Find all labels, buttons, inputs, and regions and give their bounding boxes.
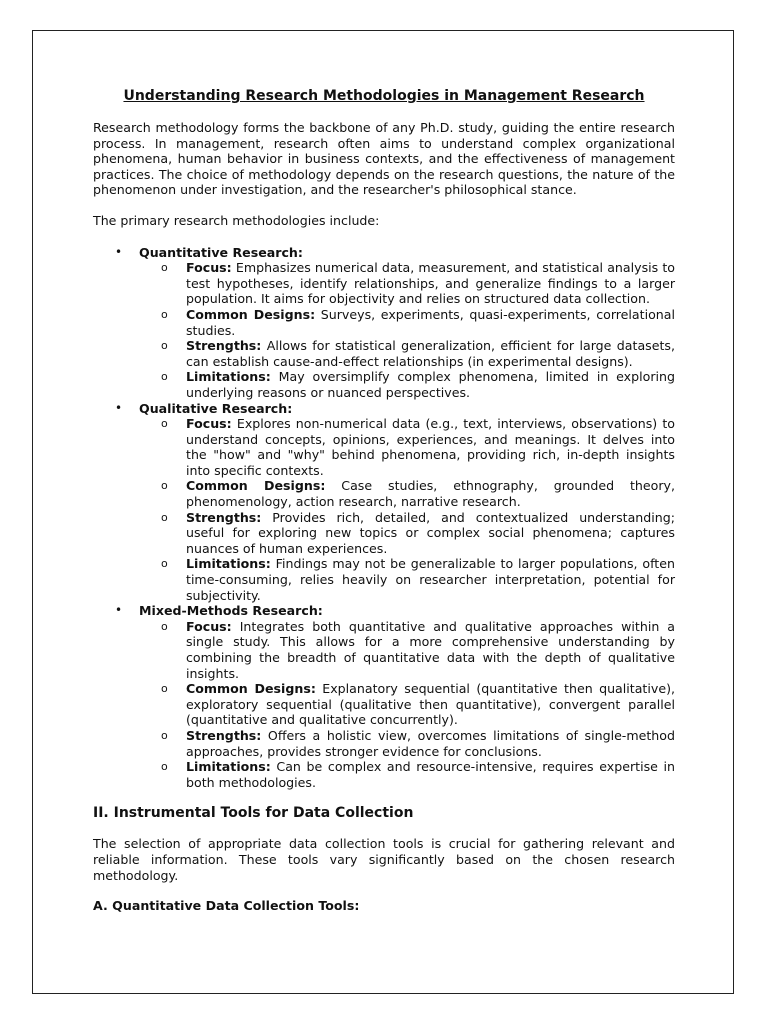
methodology-item — [93, 401, 675, 604]
sub-bullet-icon: o — [161, 619, 168, 633]
methodology-item — [93, 603, 675, 790]
sub-bullet-icon: o — [161, 557, 168, 571]
sub-bullet-icon: o — [161, 261, 168, 275]
detail-label: Strengths: — [186, 338, 262, 354]
methodology-list — [93, 245, 675, 791]
methodology-item — [93, 245, 675, 401]
detail-label: Common Designs: — [186, 306, 316, 322]
methodology-details — [139, 619, 675, 791]
detail-item — [139, 478, 675, 509]
detail-text: Integrates both quantitative and qualitative approaches within a single study. This allows for a more comprehensive understanding by combining the breadth of quantitative data with the depth of qualitative insights. — [186, 618, 675, 681]
sub-bullet-icon: o — [161, 479, 168, 493]
detail-item — [139, 681, 675, 728]
detail-item — [139, 510, 675, 557]
detail-text: Surveys, experiments, quasi-experiments, correlational studies. — [186, 306, 675, 338]
detail-label: Focus: — [186, 416, 232, 432]
bullet-icon: • — [115, 400, 123, 415]
detail-item — [139, 307, 675, 338]
sub-bullet-icon: o — [161, 682, 168, 696]
sub-bullet-icon: o — [161, 307, 168, 321]
sub-bullet-icon: o — [161, 417, 168, 431]
detail-label: Common Designs: — [186, 478, 326, 494]
methodology-details — [139, 416, 675, 603]
methodology-details — [139, 260, 675, 400]
detail-item — [139, 338, 675, 369]
document-body — [93, 86, 675, 914]
methodology-name: Mixed-Methods Research: — [139, 603, 323, 619]
sub-bullet-icon: o — [161, 339, 168, 353]
methodology-name: Quantitative Research: — [139, 244, 303, 260]
sub-bullet-icon: o — [161, 370, 168, 384]
detail-item — [139, 619, 675, 681]
subsection-heading: A. Quantitative Data Collection Tools: — [93, 898, 360, 914]
detail-text: Emphasizes numerical data, measurement, and statistical analysis to test hypotheses, identify relationships, and generalize findings to a larger population. It aims for objectivity and relies on structured data collection. — [186, 260, 675, 307]
detail-text: Offers a holistic view, overcomes limitations of single-method approaches, provides stronger evidence for conclusions. — [186, 727, 675, 759]
document-title: Understanding Research Methodologies in Management Research — [123, 88, 645, 104]
detail-label: Strengths: — [186, 727, 262, 743]
detail-label: Focus: — [186, 260, 232, 276]
detail-label: Strengths: — [186, 509, 262, 525]
detail-text: Findings may not be generalizable to larger populations, often time-consuming, relies heavily on researcher interpretation, potential for subjectivity. — [186, 556, 675, 603]
detail-text: Provides rich, detailed, and contextualized understanding; useful for exploring new topics or complex social phenomena; captures nuances of human experiences. — [186, 509, 675, 556]
detail-label: Common Designs: — [186, 681, 316, 697]
bullet-icon: • — [115, 603, 123, 618]
bullet-icon: • — [115, 244, 123, 259]
detail-item — [139, 416, 675, 478]
detail-item — [139, 556, 675, 603]
detail-text: Allows for statistical generalization, efficient for large datasets, can establish cause-and-effect relationships (in experimental designs). — [186, 338, 675, 369]
section-heading: II. Instrumental Tools for Data Collection — [93, 805, 414, 822]
sub-bullet-icon: o — [161, 760, 168, 774]
intro-paragraph: Research methodology forms the backbone of any Ph.D. study, guiding the entire research process. In management, research often aims to understand complex organizational phenomena, human behavior in business contexts, and the effectiveness of management practices. The choice of methodology depends on the research questions, the nature of the phenomenon under investigation, and the researcher's philosophical stance. — [93, 120, 675, 198]
detail-text: Explores non-numerical data (e.g., text, interviews, observations) to understand concepts, opinions, experiences, and meanings. It delves into the "how" and "why" behind phenomena, providing rich, in-depth insights into specific contexts. — [186, 416, 675, 478]
lead-sentence: The primary research methodologies include: — [93, 212, 380, 228]
detail-text: Case studies, ethnography, grounded theory, phenomenology, action research, narrative research. — [186, 478, 675, 510]
detail-label: Focus: — [186, 618, 232, 634]
methodology-name: Qualitative Research: — [139, 400, 293, 416]
sub-bullet-icon: o — [161, 728, 168, 742]
section-paragraph: The selection of appropriate data collection tools is crucial for gathering relevant and reliable information. These tools vary significantly based on the chosen research methodology. — [93, 836, 675, 883]
sub-bullet-icon: o — [161, 510, 168, 524]
detail-item — [139, 728, 675, 759]
detail-item — [139, 369, 675, 400]
detail-text: Can be complex and resource-intensive, requires expertise in both methodologies. — [186, 759, 675, 790]
detail-item — [139, 759, 675, 790]
detail-label: Limitations: — [186, 759, 271, 775]
detail-item — [139, 260, 675, 307]
detail-text: May oversimplify complex phenomena, limited in exploring underlying reasons or nuanced perspectives. — [186, 369, 675, 400]
detail-text: Explanatory sequential (quantitative then qualitative), exploratory sequential (qualitative then quantitative), convergent parallel (quantitative and qualitative concurrently). — [186, 681, 675, 728]
detail-label: Limitations: — [186, 369, 271, 385]
detail-label: Limitations: — [186, 556, 271, 572]
